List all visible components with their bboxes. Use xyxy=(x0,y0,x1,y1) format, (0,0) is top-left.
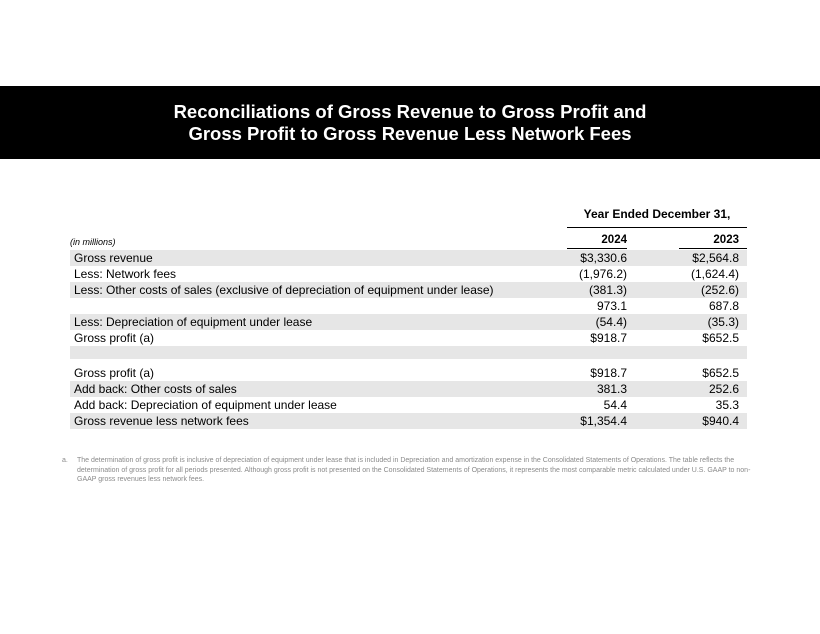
page-title-line-1: Reconciliations of Gross Revenue to Gross Profit and xyxy=(173,100,647,122)
value-2024: $3,330.6 xyxy=(580,251,627,265)
row-label: Add back: Depreciation of equipment under lease xyxy=(74,398,337,412)
footnote-marker: a. xyxy=(62,457,68,464)
row-label: Gross revenue xyxy=(74,251,153,265)
year-rule-2023 xyxy=(679,248,747,249)
period-header-rule xyxy=(567,227,747,228)
footnote-text: The determination of gross profit is inclusive of depreciation of equipment under lease that is included in Depreciation and amortization expense in the Consolidated Statements of Operations. The table reflects the determination of gross profit for all periods presented. Although gross profit is not presented on the Consolidated Statements of Operations, it represents the most comparable metric calculated under U.S. GAAP to non-GAAP gross revenues less network fees. xyxy=(77,457,751,483)
year-rule-2024 xyxy=(567,248,627,249)
year-header-2024: 2024 xyxy=(601,234,627,246)
footnote xyxy=(62,456,762,485)
period-header: Year Ended December 31, xyxy=(583,207,731,221)
value-2023: (252.6) xyxy=(700,283,739,297)
row-label: Less: Network fees xyxy=(74,267,177,281)
value-2023: 35.3 xyxy=(715,398,739,412)
value-2023: (1,624.4) xyxy=(690,267,739,281)
table-row xyxy=(70,413,747,429)
value-2023: $652.5 xyxy=(702,331,739,345)
value-2024: $918.7 xyxy=(590,331,627,345)
row-label: Gross revenue less network fees xyxy=(74,414,249,428)
year-header-2023: 2023 xyxy=(713,234,739,246)
title-banner xyxy=(0,86,820,159)
value-2023: 687.8 xyxy=(708,299,739,313)
value-2024: (1,976.2) xyxy=(578,267,627,281)
row-label: Gross profit (a) xyxy=(74,366,155,380)
value-2024: $1,354.4 xyxy=(580,414,627,428)
table-spacer-row xyxy=(70,346,747,359)
value-2023: (35.3) xyxy=(707,315,739,329)
value-2023: 252.6 xyxy=(708,382,739,396)
table-row xyxy=(70,314,747,330)
value-2024: 381.3 xyxy=(596,382,627,396)
value-2024: 54.4 xyxy=(603,398,627,412)
table-row xyxy=(70,397,747,413)
value-2024: 973.1 xyxy=(596,299,627,313)
row-label: Less: Depreciation of equipment under lease xyxy=(74,315,313,329)
row-label: Less: Other costs of sales (exclusive of depreciation of equipment under lease) xyxy=(74,283,494,297)
row-label: Gross profit (a) xyxy=(74,331,155,345)
units-label: (in millions) xyxy=(70,237,116,247)
table-row xyxy=(70,250,747,266)
table-row xyxy=(70,365,747,381)
value-2024: $918.7 xyxy=(590,366,627,380)
table-row xyxy=(70,381,747,397)
value-2024: (381.3) xyxy=(588,283,627,297)
table-row xyxy=(70,282,747,298)
row-label: Add back: Other costs of sales xyxy=(74,382,237,396)
value-2023: $940.4 xyxy=(702,414,739,428)
table-row xyxy=(70,330,747,346)
table-row xyxy=(70,298,747,314)
value-2023: $2,564.8 xyxy=(692,251,739,265)
reconciliation-table xyxy=(70,250,747,429)
value-2023: $652.5 xyxy=(702,366,739,380)
table-row xyxy=(70,266,747,282)
page-title-line-2: Gross Profit to Gross Revenue Less Network Fees xyxy=(188,122,632,144)
value-2024: (54.4) xyxy=(595,315,627,329)
